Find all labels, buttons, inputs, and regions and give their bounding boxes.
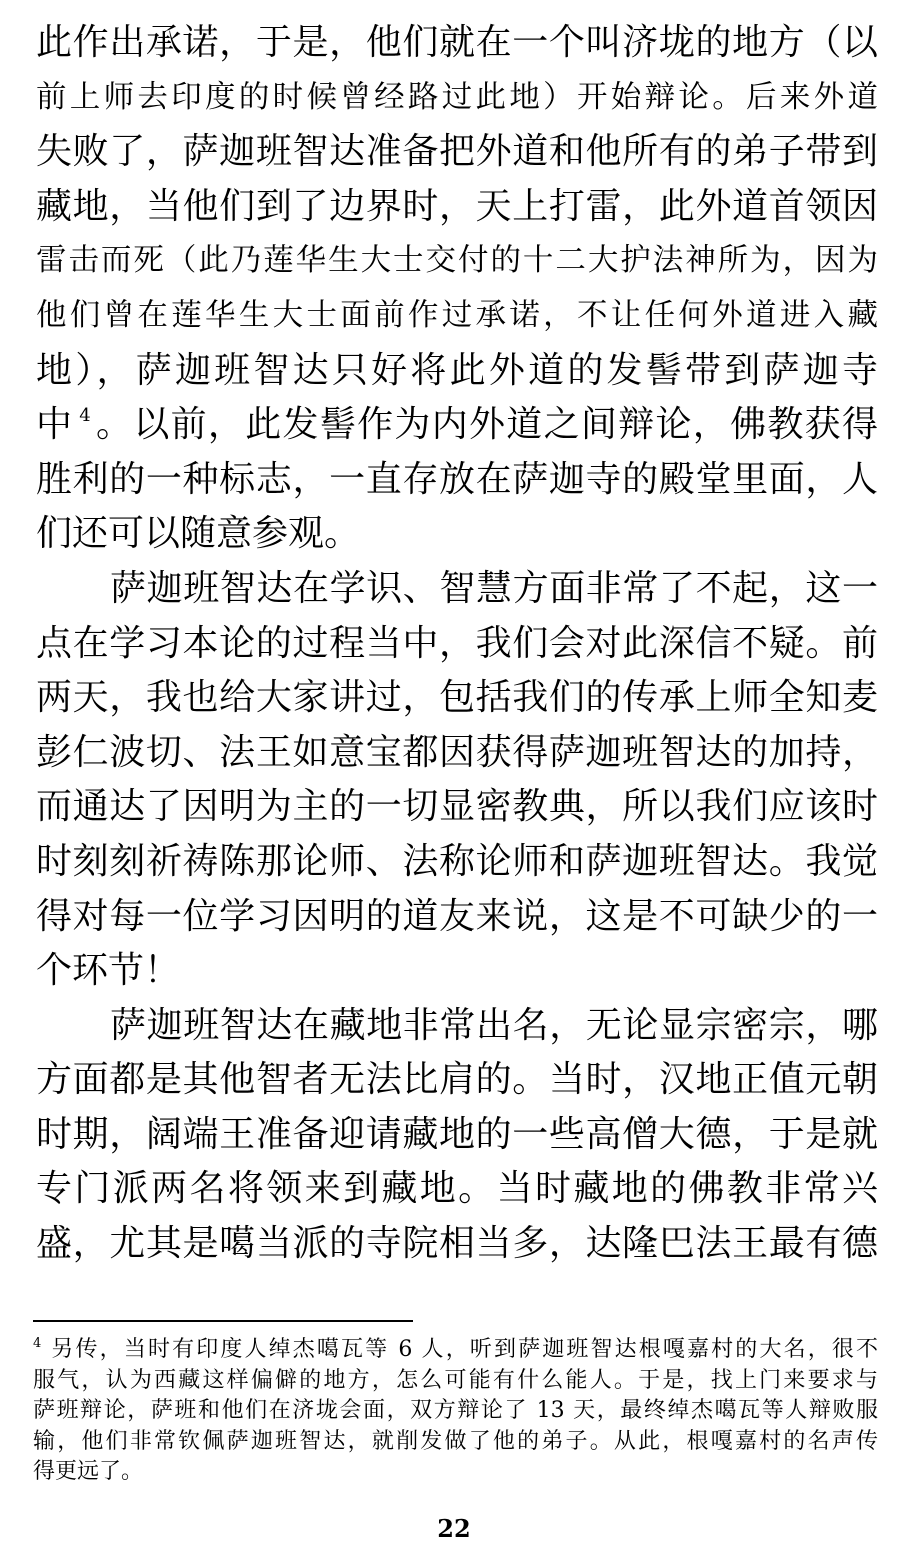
text-line: 时期，阔端王准备迎请藏地的一些高僧大德，于是就 (36, 1113, 878, 1155)
text-segment: 。以前，此发髻作为内外道之间辩论，佛教获得 (94, 404, 878, 446)
text-line: 个环节！ (36, 950, 181, 992)
footnote-line: 得更远了。 (33, 1459, 144, 1485)
footnote-divider (33, 1320, 413, 1322)
text-line: 时刻刻祈祷陈那论师、法称论师和萨迦班智达。我觉 (36, 840, 878, 882)
text-line: 雷击而死（此乃莲华生大士交付的十二大护法神所为，因为 (36, 243, 878, 279)
text-line: 方面都是其他智者无法比肩的。当时，汉地正值元朝 (36, 1059, 878, 1101)
text-line: 失败了，萨迦班智达准备把外道和他所有的弟子带到 (36, 131, 878, 173)
main-text-body (36, 16, 878, 1272)
footnote-line: 输，他们非常钦佩萨迦班智达，就削发做了他的弟子。从此，根嘎嘉村的名声传 (33, 1428, 878, 1454)
text-line: 萨迦班智达在学识、智慧方面非常了不起，这一 (110, 567, 878, 609)
footnote-line (33, 1335, 878, 1366)
footnote-text-segment: 另传，当时有印度人绰杰噶瓦等 6 人，听到萨迦班智达根嘎嘉村的大名，很不 (49, 1337, 878, 1362)
text-line: 胜利的一种标志，一直存放在萨迦寺的殿堂里面，人 (36, 458, 878, 500)
text-line: 专门派两名将领来到藏地。当时藏地的佛教非常兴 (36, 1168, 878, 1210)
text-line: 们还可以随意参观。 (36, 513, 361, 555)
text-line: 盛，尤其是噶当派的寺院相当多，达隆巴法王最有德 (36, 1223, 878, 1265)
text-line-with-footnote-ref (36, 398, 878, 453)
footnote-line: 服气，认为西藏这样偏僻的地方，怎么可能有什么能人。于是，找上门来要求与 (33, 1367, 878, 1393)
footnote (33, 1335, 878, 1488)
text-line: 藏地，当他们到了边界时，天上打雷，此外道首领因 (36, 185, 878, 227)
text-line: 而通达了因明为主的一切显密教典，所以我们应该时 (36, 786, 878, 828)
text-line: 点在学习本论的过程当中，我们会对此深信不疑。前 (36, 622, 878, 664)
text-line: 地），萨迦班智达只好将此外道的发髻带到萨迦寺 (36, 349, 878, 391)
footnote-number: 4 (33, 1336, 42, 1351)
text-line: 彭仁波切、法王如意宝都因获得萨迦班智达的加持， (36, 731, 878, 773)
text-line: 他们曾在莲华生大士面前作过承诺，不让任何外道进入藏 (36, 297, 878, 333)
text-line: 前上师去印度的时候曾经路过此地）开始辩论。后来外道 (36, 79, 878, 115)
text-line: 此作出承诺，于是，他们就在一个叫济垅的地方（以 (36, 22, 878, 63)
text-line: 得对每一位学习因明的道友来说，这是不可缺少的一 (36, 895, 878, 937)
page-number: 22 (437, 1514, 471, 1543)
text-line: 两天，我也给大家讲过，包括我们的传承上师全知麦 (36, 677, 878, 719)
footnote-line: 萨班辩论，萨班和他们在济垅会面，双方辩论了 13 天，最终绰杰噶瓦等人辩败服 (33, 1398, 878, 1424)
text-segment: 中 (36, 404, 74, 446)
text-line: 萨迦班智达在藏地非常出名，无论显宗密宗，哪 (110, 1004, 878, 1046)
footnote-reference[interactable]: 4 (79, 405, 91, 427)
